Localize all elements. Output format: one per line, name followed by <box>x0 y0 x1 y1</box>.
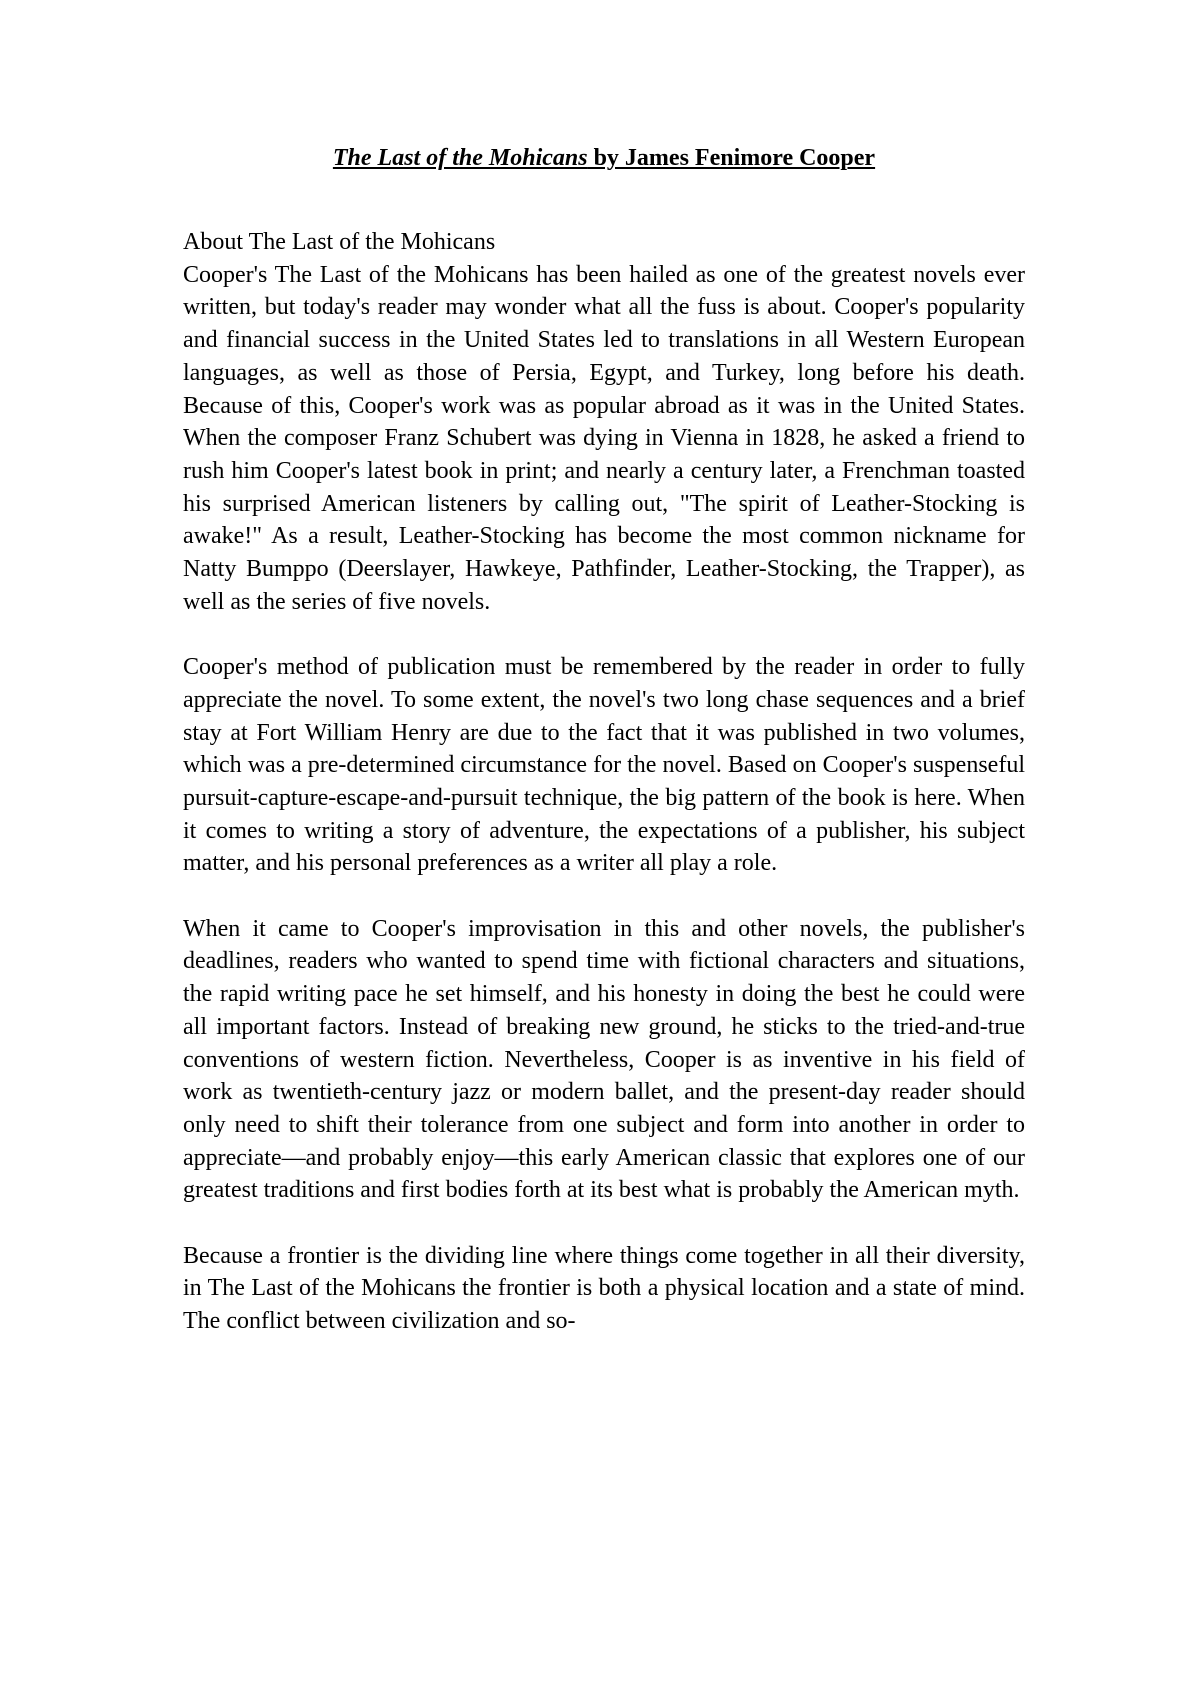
document-title <box>183 142 1025 174</box>
paragraph-3: When it came to Cooper's improvisation in this and other novels, the publisher's deadlines, readers who wanted to spend time with fictional characters and situations, the rapid writing pace he set himself, and his honesty in doing the best he could were all important factors. Instead of breaking new ground, he sticks to the tried-and-true conventions of western fiction. Nevertheless, Cooper is as inventive in his field of work as twentieth-century jazz or modern ballet, and the present-day reader should only need to shift their tolerance from one subject and form into another in order to appreciate—and probably enjoy—this early American classic that explores one of our greatest traditions and first bodies forth at its best what is probably the American myth. <box>183 915 1025 1204</box>
paragraph-1: Cooper's The Last of the Mohicans has been hailed as one of the greatest novels ever written, but today's reader may wonder what all the fuss is about. Cooper's popularity and financial success in the United States led to translations in all Western European languages, as well as those of Persia, Egypt, and Turkey, long before his death. Because of this, Cooper's work was as popular abroad as it was in the United States. When the composer Franz Schubert was dying in Vienna in 1828, he asked a friend to rush him Cooper's latest book in print; and nearly a century later, a Frenchman toasted his surprised American listeners by calling out, "The spirit of Leather-Stocking is awake!" As a result, Leather-Stocking has become the most common nickname for Natty Bumppo (Deerslayer, Hawkeye, Pathfinder, Leather-Stocking, the Trapper), as well as the series of five novels. <box>183 261 1025 615</box>
title-book-name: The Last of the Mohicans <box>332 145 588 171</box>
title-author: by James Fenimore Cooper <box>587 145 876 171</box>
section-heading: About The Last of the Mohicans <box>183 229 496 255</box>
paragraph-2: Cooper's method of publication must be remembered by the reader in order to fully appreciate the novel. To some extent, the novel's two long chase sequences and a brief stay at Fort William Henry are due to the fact that it was published in two volumes, which was a pre-determined circumstance for the novel. Based on Cooper's suspenseful pursuit-capture-escape-and-pursuit technique, the big pattern of the book is here. When it comes to writing a story of adventure, the expectations of a publisher, his subject matter, and his personal preferences as a writer all play a role. <box>183 654 1025 877</box>
document-body <box>183 142 1025 1371</box>
paragraph-4: Because a frontier is the dividing line where things come together in all their diversity, in The Last of the Mohicans the frontier is both a physical location and a state of mind. The conflict between civilization and so- <box>183 1242 1025 1335</box>
